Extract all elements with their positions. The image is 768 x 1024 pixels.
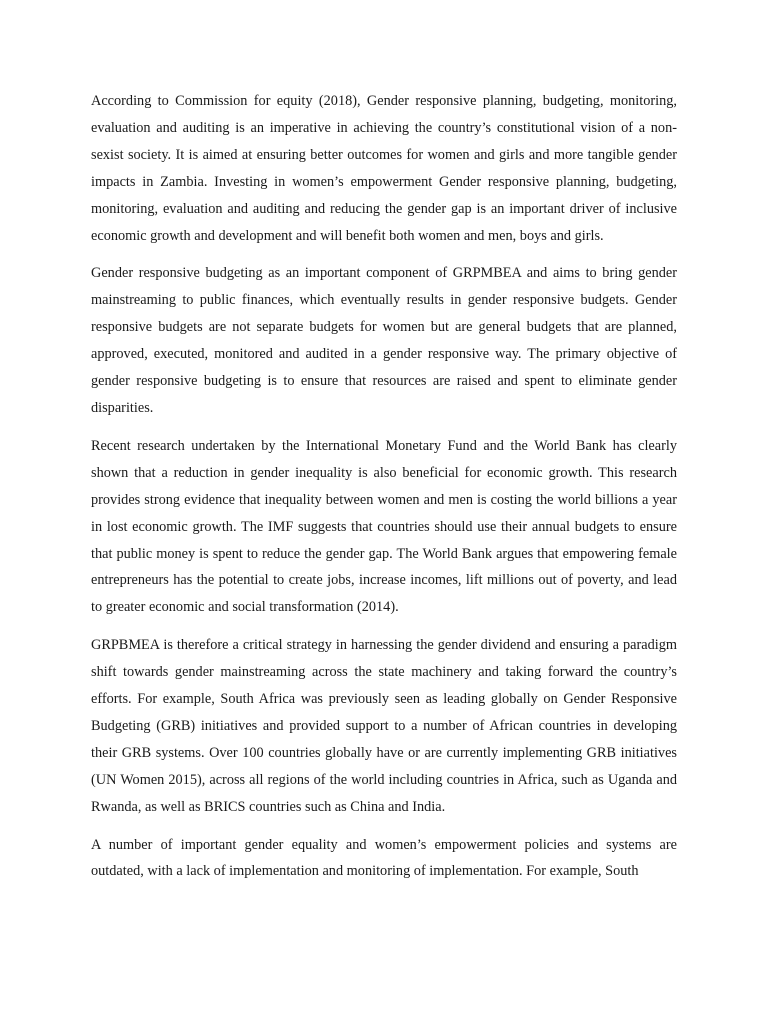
paragraph-5: A number of important gender equality and women’s empowerment policies and systems are outdated, with a lack of implementation and monitoring of implementation. For example, South xyxy=(91,836,677,880)
paragraph-3: Recent research undertaken by the International Monetary Fund and the World Bank has clearly shown that a reduction in gender inequality is also beneficial for economic growth. This research provides strong evidence that inequality between women and men is costing the world billions a year in lost economic growth. The IMF suggests that countries should use their annual budgets to ensure that public money is spent to reduce the gender gap. The World Bank argues that empowering female entrepreneurs has the potential to create jobs, increase incomes, lift millions out of poverty, and lead to greater economic and social transformation (2014). xyxy=(91,437,677,616)
document-body xyxy=(91,88,677,896)
paragraph-4: GRPBMEA is therefore a critical strategy in harnessing the gender dividend and ensuring a paradigm shift towards gender mainstreaming across the state machinery and taking forward the country’s efforts. For example, South Africa was previously seen as leading globally on Gender Responsive Budgeting (GRB) initiatives and provided support to a number of African countries in developing their GRB systems. Over 100 countries globally have or are currently implementing GRB initiatives (UN Women 2015), across all regions of the world including countries in Africa, such as Uganda and Rwanda, as well as BRICS countries such as China and India. xyxy=(91,637,677,815)
paragraph-2: Gender responsive budgeting as an important component of GRPMBEA and aims to bring gender mainstreaming to public finances, which eventually results in gender responsive budgets. Gender responsive budgets are not separate budgets for women but are general budgets that are planned, approved, executed, monitored and audited in a gender responsive way. The primary objective of gender responsive budgeting is to ensure that resources are raised and spent to eliminate gender disparities. xyxy=(91,265,677,416)
paragraph-1: According to Commission for equity (2018), Gender responsive planning, budgeting, monitoring, evaluation and auditing is an imperative in achieving the country’s constitutional vision of a non-sexist society. It is aimed at ensuring better outcomes for women and girls and more tangible gender impacts in Zambia. Investing in women’s empowerment Gender responsive planning, budgeting, monitoring, evaluation and auditing and reducing the gender gap is an important driver of inclusive economic growth and development and will benefit both women and men, boys and girls. xyxy=(91,93,677,244)
